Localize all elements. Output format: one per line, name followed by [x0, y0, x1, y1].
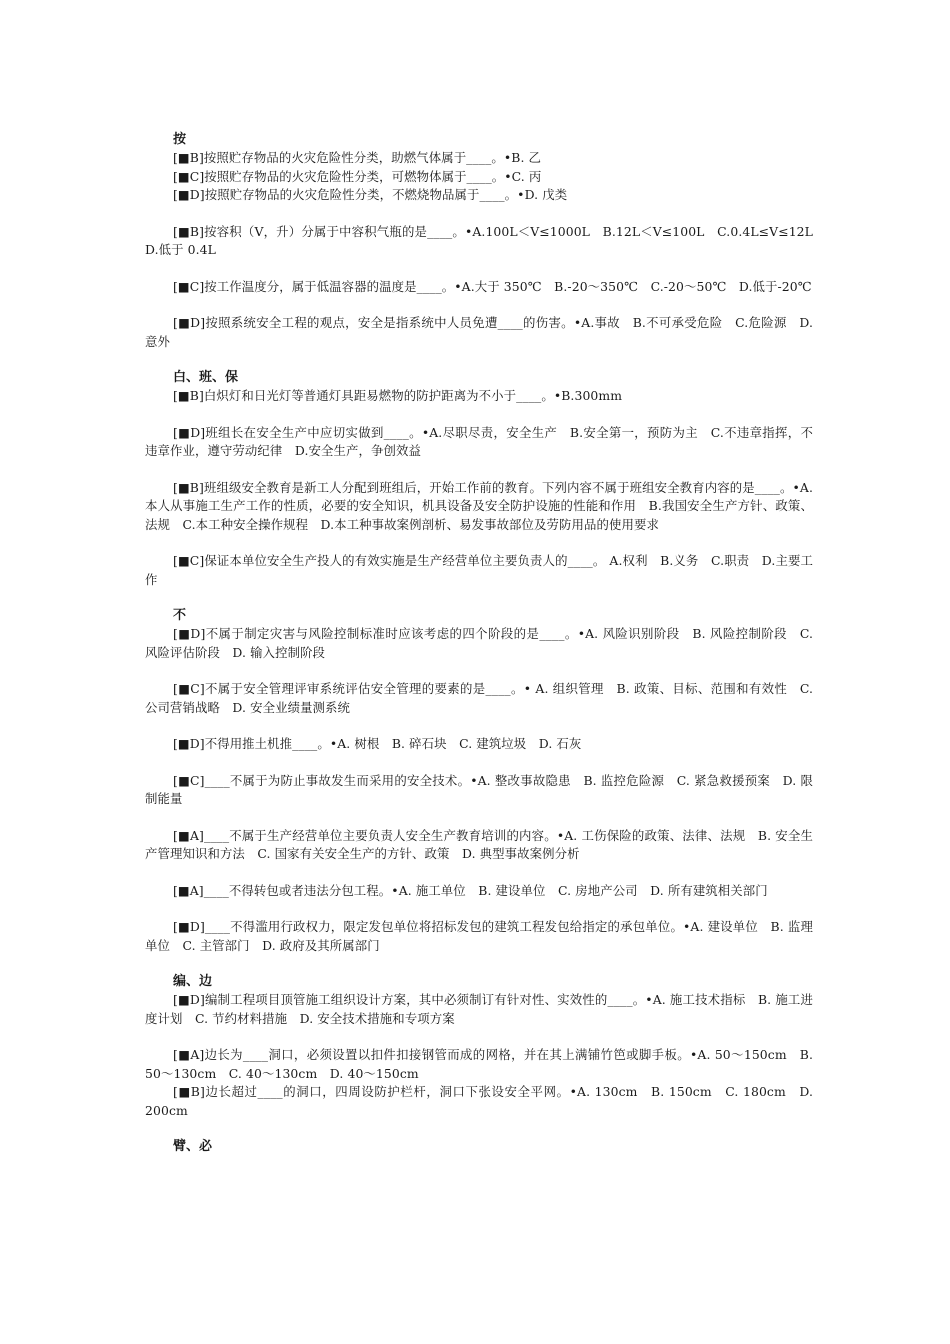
- question-item: [■C]____不属于为防止事故发生而采用的安全技术。•A. 整改事故隐患 B. 监控危险源 C. 紧急救援预案 D. 限制能量: [145, 772, 813, 806]
- block-spacer: [145, 864, 813, 882]
- block-spacer: [145, 662, 813, 680]
- block-spacer: [145, 955, 813, 973]
- question-item: [■C]按照贮存物品的火灾危险性分类，可燃物体属于____。•C. 丙: [173, 168, 542, 184]
- block-spacer: [145, 809, 813, 827]
- block-spacer: [145, 754, 813, 772]
- question-item: [■D]编制工程项目顶管施工组织设计方案，其中必须制订有针对性、实效性的____。•A. 施工技术指标 B. 施工进度计划 C. 节约材料措施 D. 安全技术措施和专项方案: [145, 992, 813, 1026]
- block-spacer: [145, 589, 813, 607]
- question-item: [■C]保证本单位安全生产投人的有效实施是生产经营单位主要负责人的____。 A.权利 B.义务 C.职责 D.主要工作: [145, 553, 813, 587]
- question-item: [■B]边长超过____的洞口，四周设防护栏杆，洞口下张设安全平网。•A. 130cm B. 150cm C. 180cm D. 200cm: [145, 1084, 813, 1118]
- question-item: [■B]按容积（V，升）分属于中容积气瓶的是____。•A.100L＜V≤1000L B.12L＜V≤100L C.0.4L≤V≤12L D.低于 0.4L: [145, 223, 826, 257]
- block-spacer: [145, 296, 813, 314]
- section-heading: 白、班、保: [173, 370, 239, 385]
- question-item: [■D]____不得滥用行政权力，限定发包单位将招标发包的建筑工程发包给指定的承包单位。•A. 建设单位 B. 监理单位 C. 主管部门 D. 政府及其所属部门: [145, 919, 813, 953]
- document-content: [145, 131, 826, 1156]
- question-item: [■A]____不得转包或者违法分包工程。•A. 施工单位 B. 建设单位 C. 房地产公司 D. 所有建筑相关部门: [173, 882, 768, 898]
- question-item: [■C]不属于安全管理评审系统评估安全管理的要素的是____。• A. 组织管理 B. 政策、目标、范围和有效性 C. 公司营销战略 D. 安全业绩量测系统: [145, 681, 813, 715]
- section-heading: 按: [173, 132, 187, 147]
- block-spacer: [145, 717, 813, 735]
- block-spacer: [145, 461, 813, 479]
- document-page: [145, 131, 826, 1156]
- section-heading: 编、边: [173, 974, 213, 989]
- section-heading: 不: [173, 608, 187, 623]
- block-spacer: [145, 205, 813, 223]
- question-item: [■B]班组级安全教育是新工人分配到班组后，开始工作前的教育。下列内容不属于班组安全教育内容的是____。•A.本人从事施工生产工作的性质，必要的安全知识，机具设备及安全防护设施的性能和作用 B.我国安全生产方针、政策、法规 C.本工种安全操作规程 D.本工种事故案例剖析、易发事故部位及劳防用品的使用要求: [145, 479, 813, 532]
- question-item: [■B]按照贮存物品的火灾危险性分类，助燃气体属于____。•B. 乙: [173, 150, 542, 165]
- question-item: [■C]按工作温度分，属于低温容器的温度是____。•A.大于 350℃ B.-20～350℃ C.-20～50℃ D.低于-20℃: [173, 278, 812, 294]
- block-spacer: [145, 260, 813, 278]
- question-item: [■D]不属于制定灾害与风险控制标准时应该考虑的四个阶段的是____。•A. 风险识别阶段 B. 风险控制阶段 C. 风险评估阶段 D. 输入控制阶段: [145, 626, 813, 660]
- section-heading: 臂、必: [173, 1139, 213, 1154]
- block-spacer: [145, 534, 813, 552]
- question-item: [■D]不得用推土机推____。•A. 树根 B. 碎石块 C. 建筑垃圾 D. 石灰: [173, 736, 582, 751]
- block-spacer: [145, 900, 813, 918]
- block-spacer: [145, 1028, 813, 1046]
- question-item: [■D]按照贮存物品的火灾危险性分类，不燃烧物品属于____。•D. 戊类: [173, 187, 568, 202]
- question-item: [■A]____不属于生产经营单位主要负责人安全生产教育培训的内容。•A. 工伤保险的政策、法律、法规 B. 安全生产管理知识和方法 C. 国家有关安全生产的方针、政策 D. 典型事故案例分析: [145, 827, 813, 861]
- question-item: [■D]按照系统安全工程的观点，安全是指系统中人员免遭____的伤害。•A.事故 B.不可承受危险 C.危险源 D.意外: [145, 315, 813, 349]
- question-item: [■A]边长为____洞口，必须设置以扣件扣接钢管而成的网格，并在其上满铺竹笆或脚手板。•A. 50～150cm B. 50～130cm C. 40～130cm D. 40～150cm: [145, 1047, 813, 1081]
- block-spacer: [145, 406, 813, 424]
- question-item: [■D]班组长在安全生产中应切实做到____。•A.尽职尽责，安全生产 B.安全第一，预防为主 C.不违章指挥，不违章作业，遵守劳动纪律 D.安全生产，争创效益: [145, 424, 813, 458]
- block-spacer: [145, 351, 813, 369]
- block-spacer: [145, 1120, 813, 1138]
- question-item: [■B]白炽灯和日光灯等普通灯具距易燃物的防护距离为不小于____。•B.300mm: [173, 388, 623, 403]
